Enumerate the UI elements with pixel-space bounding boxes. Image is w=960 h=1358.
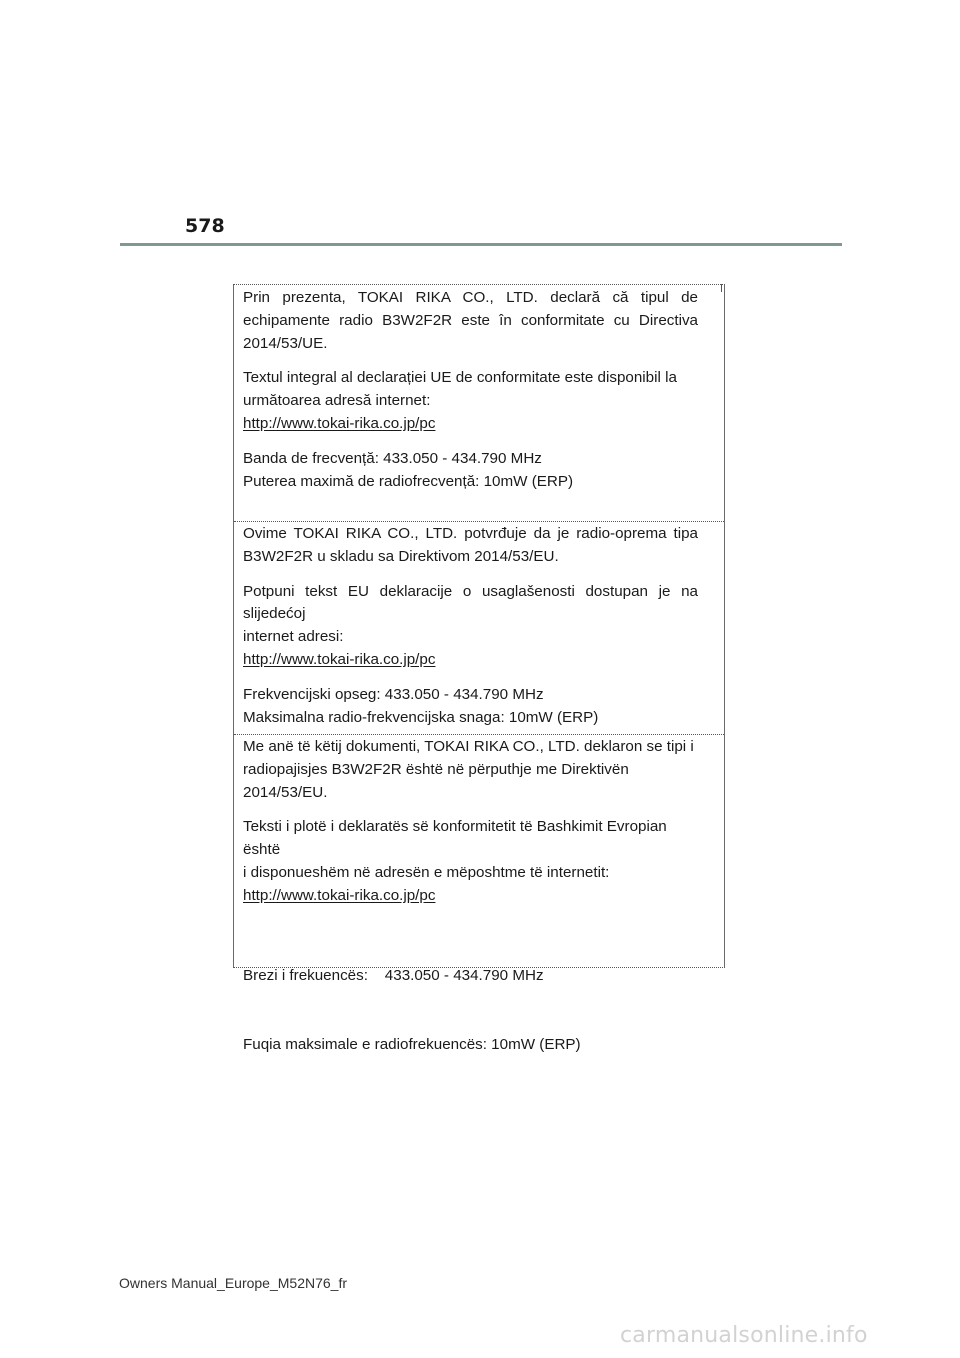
frequency-band: Banda de frecvență: 433.050 - 434.790 MHz bbox=[243, 449, 542, 467]
full-text-line: internet adresi: bbox=[243, 628, 344, 646]
max-power: Maksimalna radio-frekvencijska snaga: 10mW (ERP) bbox=[243, 708, 599, 726]
section-divider bbox=[234, 521, 724, 522]
full-text-line: Potpuni tekst EU deklaracije o usaglašenosti dostupan je na slijedećoj bbox=[243, 582, 698, 623]
section-albanian bbox=[234, 736, 724, 1114]
full-text-line: Teksti i plotë i deklaratës së konformitetit të Bashkimit Evropian është bbox=[243, 818, 667, 859]
page-number: 578 bbox=[185, 215, 225, 237]
max-power: Fuqia maksimale e radiofrekuencës: 10mW (ERP) bbox=[243, 1035, 581, 1053]
declaration-line: 2014/53/EU. bbox=[243, 783, 328, 801]
declaration-line: Me anë të këtij dokumenti, TOKAI RIKA CO., LTD. deklaron se tipi i bbox=[243, 738, 694, 755]
declaration-text bbox=[243, 736, 698, 804]
full-text-notice bbox=[243, 581, 698, 649]
declaration-url-link[interactable]: http://www.tokai-rika.co.jp/pc bbox=[243, 650, 436, 668]
spec-block bbox=[243, 920, 698, 1102]
declaration-box bbox=[233, 284, 725, 1053]
footer-text: Owners Manual_Europe_M52N76_fr bbox=[119, 1275, 348, 1291]
full-text-notice bbox=[243, 367, 698, 413]
full-text-notice bbox=[243, 816, 698, 884]
declaration-url-link[interactable]: http://www.tokai-rika.co.jp/pc bbox=[243, 414, 436, 432]
declaration-text: Ovime TOKAI RIKA CO., LTD. potvrđuje da je radio-oprema tipa B3W2F2R u skladu sa Direktivom 2014/53/EU. bbox=[243, 525, 698, 565]
full-text-line: Textul integral al declarației UE de conformitate este disponibil la bbox=[243, 369, 677, 387]
section-divider bbox=[234, 734, 724, 735]
full-text-line: următoarea adresă internet: bbox=[243, 392, 431, 410]
declaration-url-link[interactable]: http://www.tokai-rika.co.jp/pc bbox=[243, 886, 436, 904]
box-corner-tick bbox=[721, 284, 722, 292]
max-power: Puterea maximă de radiofrecvență: 10mW (ERP) bbox=[243, 472, 574, 490]
declaration-line: radiopajisjes B3W2F2R është në përputhje me Direktivën bbox=[243, 760, 629, 778]
spec-block bbox=[243, 684, 698, 730]
declaration-text: Prin prezenta, TOKAI RIKA CO., LTD. declară că tipul de echipamente radio B3W2F2R este în conformitate cu Directiva 2014/53/UE. bbox=[243, 289, 698, 352]
spec-block bbox=[243, 448, 698, 494]
section-bosnian bbox=[234, 523, 724, 741]
header-rule bbox=[120, 243, 842, 246]
watermark-text: carmanualsonline.info bbox=[620, 1323, 868, 1348]
frequency-band: Frekvencijski opseg: 433.050 - 434.790 MHz bbox=[243, 685, 544, 703]
full-text-line: i disponueshëm në adresën e mëposhtme të internetit: bbox=[243, 863, 610, 881]
section-romanian bbox=[234, 287, 724, 505]
frequency-band: Brezi i frekuencës: 433.050 - 434.790 MHz bbox=[243, 967, 544, 985]
